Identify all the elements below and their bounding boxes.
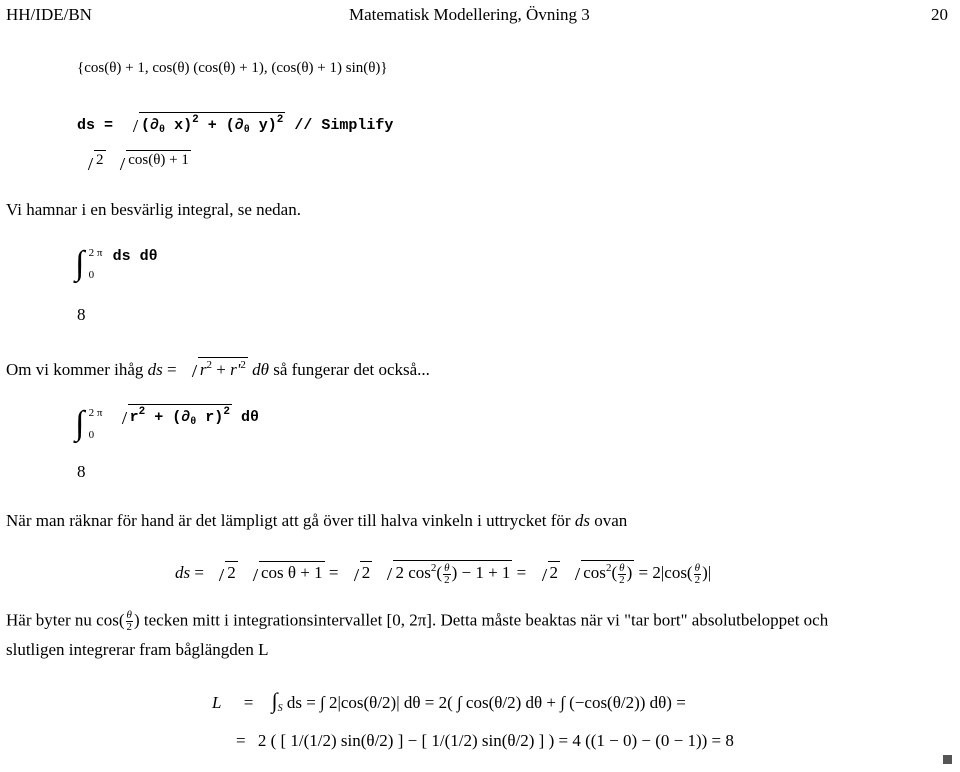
arc-length-line2: 2 ( [ 1/(1/2) sin(θ/2) ] − [ 1/(1/2) sin(θ/2) ] ) = 4 ((1 − 0) − (0 − 1)) = 8 — [257, 731, 734, 750]
text-om-vi — [6, 357, 430, 380]
integral-1[interactable] — [75, 242, 158, 286]
sub-S: S — [277, 703, 283, 714]
eq-sign-line2: = — [236, 731, 246, 750]
lower-limit-2: 0 — [88, 429, 95, 441]
lower-limit: 0 — [88, 269, 95, 281]
integral-sign: ∫ — [75, 245, 85, 282]
integral-limits — [89, 242, 103, 286]
L-var: L — [212, 693, 222, 712]
text-nar-man-after: ovan — [589, 511, 628, 530]
result-2: 8 — [77, 462, 86, 481]
y-var: y) — [249, 117, 277, 134]
eq-sign-L: = — [243, 693, 254, 712]
integral-2-body: $r^2 + (\partial_\theta$ r)$^2$ dθ — [111, 409, 259, 426]
header-left: HH/IDE/BN — [6, 5, 92, 24]
eq-sign: = — [162, 360, 181, 379]
plus-partial: + (∂ — [198, 117, 244, 134]
upper-limit-2: 2 π — [88, 407, 103, 419]
result-1: 8 — [77, 305, 86, 324]
sub-theta-2: θ — [243, 125, 250, 136]
resize-corner-icon — [943, 755, 952, 764]
text-nar-man — [6, 511, 627, 531]
square-1: 2 — [192, 114, 199, 126]
text-besvarlig: Vi hamnar i en besvärlig integral, se nedan. — [6, 200, 301, 219]
r-var: r — [199, 360, 207, 379]
text-slutligen: slutligen integrerar fram båglängden L — [6, 640, 269, 659]
text-om-vi-before: Om vi kommer ihåg — [6, 360, 148, 379]
input-ds[interactable] — [77, 112, 393, 136]
integral-limits-2 — [89, 402, 103, 446]
equation-arc-length-2 — [212, 731, 734, 751]
page-number: 20 — [931, 5, 948, 24]
equation-arc-length-1: $L = \int_S$ ds = ∫ 2|cos(θ/2)| dθ = 2( ∫ cos(θ/2) dθ + ∫ (−cos(θ/2)) dθ) = — [212, 688, 686, 714]
output-ds — [77, 150, 191, 169]
r-prime: r' — [230, 360, 241, 379]
text-om-vi-after: så fungerar det också... — [268, 360, 430, 379]
integral-2[interactable] — [75, 402, 259, 446]
square-2: 2 — [276, 114, 284, 126]
upper-limit: 2 π — [88, 247, 103, 259]
input-ds-lhs: ds = — [77, 117, 114, 134]
x-var: x) — [165, 117, 193, 134]
sqrt-r — [184, 357, 248, 380]
simplify-comment: // Simplify — [294, 117, 394, 134]
sqrt-cos: cos(θ) + 1 — [112, 150, 191, 169]
partial-1: (∂ — [141, 117, 160, 134]
dtheta: dθ — [252, 360, 269, 379]
ds-symbol-2: ds — [574, 511, 590, 530]
equation-halfangle: ds = 2 cos θ + 1 = 2 2 $\cos^2$( $\frac{\theta}{2}$ ) − 1 + 1 = 2 $\cos^2$( $\frac{\theta}{2}$ ) = 2|cos( $\frac{\theta}{2}$ )| — [175, 561, 712, 586]
integral-body: ds dθ — [112, 247, 158, 265]
plus: + — [212, 360, 231, 379]
integral-sign-2: ∫ — [75, 405, 85, 442]
text-nar-man-before: När man räknar för hand är det lämpligt att gå över till halva vinkeln i uttrycket för — [6, 511, 575, 530]
rprime-square: 2 — [240, 359, 246, 371]
input-ds-sqrt — [125, 112, 285, 136]
arc-length-line1: ds = ∫ 2|cos(θ/2)| dθ = 2( ∫ cos(θ/2) dθ + ∫ (−cos(θ/2)) dθ) = — [286, 693, 686, 712]
output-list: {cos(θ) + 1, cos(θ) (cos(θ) + 1), (cos(θ) + 1) sin(θ)} — [77, 60, 388, 76]
header-title: Matematisk Modellering, Övning 3 — [349, 5, 590, 24]
sqrt-two: 2 — [80, 150, 106, 169]
text-har-byter: Här byter nu cos( $\frac{\theta}{2}$ ) tecken mitt i integrationsintervallet [0, 2π]. Detta måste beaktas när vi "tar bort" absolutbeloppet och — [6, 609, 829, 633]
ds-symbol: ds — [147, 360, 163, 379]
r-square: 2 — [206, 359, 212, 371]
sub-theta-1: θ — [159, 125, 166, 136]
